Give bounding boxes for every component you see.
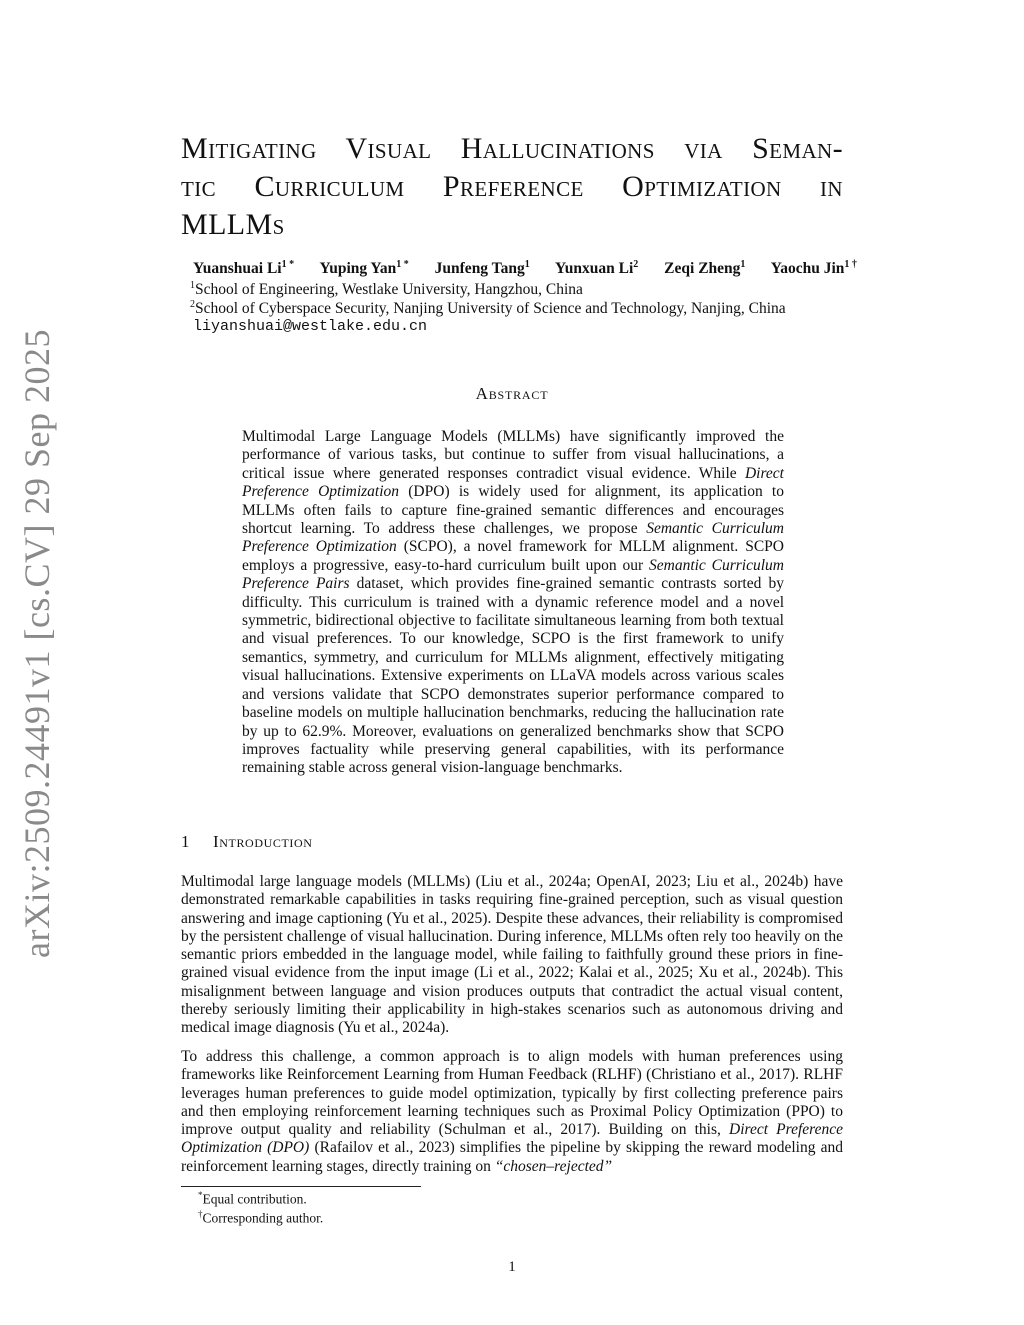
author: Yunxuan Li$^2$	[555, 259, 639, 278]
author: Yuping Yan$^{1 *}$	[319, 259, 409, 278]
arxiv-identifier-stamp: arXiv:2509.24491v1 [cs.CV] 29 Sep 2025	[17, 329, 57, 958]
intro-paragraph-1: Multimodal large language models (MLLMs) (Liu et al., 2024a; OpenAI, 2023; Liu et al., 2024b) have demonstrated remarkable capabilities in tasks requiring fine-grained perception, such as visual question answering and image captioning (Yu et al., 2025). Despite these advances, their reliability is compromised by the persistent challenge of visual hallucination. During inference, MLLMs often rely too heavily on the semantic priors embedded in the language model, while failing to faithfully ground these priors in fine-grained visual evidence from the input image (Li et al., 2022; Kalai et al., 2025; Xu et al., 2024b). This misalignment between language and vision produces outputs that contradict the actual visual content, thereby seriously limiting their applicability in high-stakes scenarios such as autonomous driving and medical image diagnosis (Yu et al., 2024a).	[181, 873, 843, 1037]
section-heading-introduction	[181, 832, 313, 852]
author-affiliation-mark: 2	[633, 259, 639, 270]
title-line-1: Mitigating Visual Hallucinations via Seman-	[181, 132, 843, 165]
abstract-heading: Abstract	[475, 384, 549, 403]
emphasis: Semantic Curriculum Preference Optimization	[242, 520, 784, 556]
emphasis: Direct Preference Optimization (DPO)	[181, 1121, 844, 1157]
section-number: 1	[181, 832, 191, 851]
affiliation-1: $^1$School of Engineering, Westlake University, Hangzhou, China	[190, 280, 583, 299]
contact-email: liyanshuai@westlake.edu.cn	[193, 318, 428, 335]
affiliation-2: $^2$School of Cyberspace Security, Nanjing University of Science and Technology, Nanjing, China	[190, 299, 786, 318]
author-affiliation-mark: 1	[740, 259, 746, 270]
author-affiliation-mark: 1	[524, 259, 530, 270]
page-number: 1	[508, 1259, 516, 1275]
footnote-equal-contribution: *Equal contribution.	[198, 1190, 307, 1207]
author: Yuanshuai $Li^{1 *}$	[193, 259, 295, 278]
title-line-2: tic Curriculum Preference Optimization in	[181, 170, 843, 203]
footnote-divider	[181, 1186, 421, 1187]
emphasis: Semantic Curriculum Preference Pairs	[242, 556, 784, 593]
footnote-corresponding-author: †Corresponding author.	[198, 1209, 324, 1226]
section-title: Introduction	[213, 832, 313, 851]
abstract-body: Multimodal Large Language Models (MLLMs) have significantly improved the performance of various tasks, but continue to suffer from visual hallucinations, a critical issue where generated responses contradict visual evidence. While Direct Preference Optimization (DPO) is widely used for alignment, its application to MLLMs often fails to capture fine-grained semantic differences and encourages shortcut learning. To address these challenges, we propose Semantic Curriculum Preference Optimization (SCPO), a novel framework for MLLM alignment. SCPO employs a progressive, easy-to-hard curriculum built upon our Semantic Curriculum Preference Pairs dataset, which provides fine-grained semantic contrasts sorted by difficulty. This curriculum is trained with a dynamic reference model and a novel symmetric, bidirectional objective to facilitate simultaneous learning from both textual and visual preferences. To our knowledge, SCPO is the first framework to unify semantics, symmetry, and curriculum for MLLMs alignment, effectively mitigating visual hallucinations. Extensive experiments on LLaVA models across various scales and versions validate that SCPO demonstrates superior performance compared to baseline models on multiple hallucination benchmarks, reducing the hallucination rate by up to 62.9%. Moreover, evaluations on generalized benchmarks show that SCPO improves factuality while preserving general capabilities, with its performance remaining stable across general vision-language benchmarks.	[242, 428, 784, 777]
author: Zeqi Zheng$^1$	[664, 259, 746, 278]
author-affiliation-mark: 1 *	[281, 259, 295, 270]
emphasis: “chosen–rejected”	[494, 1157, 613, 1175]
title-line-3: MLLMs	[181, 208, 285, 241]
author: Junfeng Tang$^1$	[434, 259, 530, 278]
paper-title	[181, 130, 843, 244]
intro-paragraph-2: To address this challenge, a common approach is to align models with human preferences using frameworks like Reinforcement Learning from Human Feedback (RLHF) (Christiano et al., 2017). RLHF leverages human preferences to guide model optimization, typically by first collecting preference pairs and then employing reinforcement learning techniques such as Proximal Policy Optimization (PPO) to improve output quality and reliability (Schulman et al., 2017). Building on this, Direct Preference Optimization (DPO) (Rafailov et al., 2023) simplifies the pipeline by skipping the reward modeling and reinforcement learning stages, directly training on “chosen–rejected”	[181, 1048, 844, 1175]
author-affiliation-mark: 1 *	[396, 259, 409, 270]
author-list	[193, 259, 883, 278]
author-affiliation-mark: 1 †	[844, 259, 857, 270]
author: Yaochu Jin$^{1 \dagger}$	[770, 259, 857, 278]
emphasis: Direct Preference Optimization	[242, 464, 784, 501]
